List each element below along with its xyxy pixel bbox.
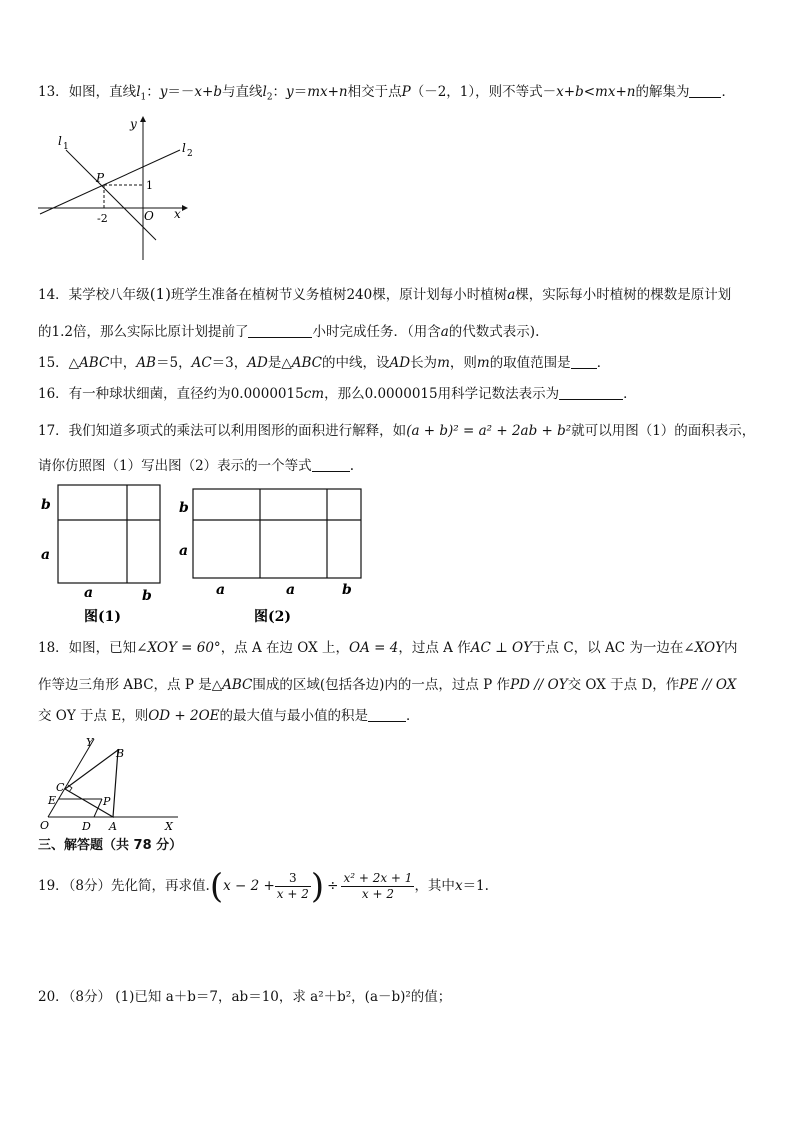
q13-text4: 的解集为 — [635, 84, 690, 100]
fig18-label-o: O — [40, 819, 50, 832]
q18-angle: ∠XOY = 60° — [136, 640, 221, 656]
q19-lead: 19．（8分）先化简，再求值. — [38, 878, 210, 894]
section-heading-3: 三、解答题（共 78 分） — [38, 838, 183, 853]
fig13-label-p: P — [96, 171, 105, 185]
fig17-2-label-b-bottom: b — [342, 582, 352, 598]
q16-text3: 用科学记数法表示为 — [437, 386, 560, 402]
q15-ac: AC — [191, 355, 212, 371]
q15-text2: 中， — [109, 355, 137, 371]
q18-text1: 18．如图，已知 — [38, 640, 137, 656]
fig18-segment-pd — [94, 799, 102, 817]
fig18-label-x: X — [165, 820, 173, 833]
q15-answer-blank[interactable] — [571, 354, 597, 369]
q19-frac2-num: x² + 2x + 1 — [343, 871, 413, 885]
q15-text9: 的取值范围是 — [489, 355, 571, 371]
q17-text1: 17．我们知道多项式的乘法可以利用图形的面积进行解释，如 — [38, 423, 407, 439]
question-18-line3 — [38, 706, 758, 726]
fig13-line-l2 — [40, 150, 180, 214]
q17-text3: 请你仿照图（1）写出图（2）表示的一个等式 — [38, 458, 312, 474]
q18-expression: OD + 2OE — [148, 708, 220, 724]
q18-text9: 交 OY 于点 E，则 — [38, 708, 149, 724]
q14-var-a: a — [507, 287, 516, 303]
q15-abc2: ABC — [291, 355, 322, 371]
q13-text2: 与直线 — [221, 84, 263, 100]
q14-text4: 棵，实际每小时植树的棵数是原计划 — [515, 287, 732, 303]
fig13-label-l2: l — [182, 141, 186, 155]
q18-pd: PD // OY — [510, 677, 568, 693]
fig17-1-outer — [58, 485, 160, 583]
q13-text3: 相交于点 — [347, 84, 402, 100]
q14-text8: 的代数式表示). — [448, 324, 540, 340]
fig17-1-label-b-bottom: b — [142, 588, 152, 604]
q13-eq1-x: x — [194, 84, 203, 100]
q13-eq2-y: y — [286, 84, 294, 100]
fig18-label-y: Y — [86, 736, 94, 749]
question-19 — [38, 866, 758, 906]
question-16 — [38, 384, 758, 404]
figure-13-graph — [36, 112, 196, 262]
q15-text4: ＝3， — [211, 355, 248, 371]
fig17-1-label-a-left: a — [41, 547, 51, 563]
question-14-line2 — [38, 322, 758, 342]
q13-l1-sub: 1 — [140, 92, 147, 103]
q19-x-minus-2: x − 2 + — [223, 878, 275, 894]
fig18-label-d: D — [82, 820, 91, 833]
q16-number1: 0.0000015 — [230, 386, 304, 402]
fig17-caption-2: 图(2) — [254, 609, 291, 625]
fig17-2-label-a-bottom1: a — [216, 582, 226, 598]
fig13-y-arrow — [140, 116, 146, 122]
fig13-label-l1: l — [58, 134, 62, 148]
q14-class: (1) — [149, 285, 171, 303]
fig13-label-l2-sub: 2 — [187, 149, 193, 159]
q17-answer-blank[interactable] — [312, 457, 350, 472]
q13-eq2-eq: ＝ — [293, 84, 308, 100]
q15-text5: 是△ — [267, 355, 292, 371]
q13-eq1-y: y — [159, 84, 168, 100]
fig18-label-a: A — [109, 820, 117, 833]
q18-text7: 围成的区域(包括各边)内的一点，过点 P 作 — [252, 677, 511, 693]
q13-text: 如图，直线 — [68, 84, 137, 100]
q15-ab: AB — [136, 355, 156, 371]
q16-end: ． — [623, 386, 637, 402]
q15-ad2: AD — [389, 355, 411, 371]
q13-l2-sub: 2 — [266, 92, 273, 103]
fig13-label-l1-sub: 1 — [63, 142, 69, 152]
q14-1-2: 1.2 — [51, 324, 73, 340]
q15-end: ． — [596, 355, 611, 371]
q18-text10: 的最大值与最小值的积是 — [219, 708, 369, 724]
q14-text7: 小时完成任务．（用含 — [312, 324, 441, 340]
q18-text6: 作等边三角形 ABC，点 P 是 — [38, 677, 212, 693]
q19-tail: ，其中 — [414, 878, 455, 894]
question-18-line2 — [38, 675, 758, 695]
q15-m: m — [437, 355, 450, 371]
fig18-label-b: B — [116, 747, 125, 760]
q13-ineq-lt: < — [583, 84, 596, 100]
fig17-2-label-b-left: b — [179, 500, 189, 516]
fig13-label-one: 1 — [146, 179, 153, 192]
q15-ad: AD — [247, 355, 268, 371]
q18-text3: ，过点 A 作 — [398, 640, 471, 656]
fig18-label-p: P — [103, 795, 111, 808]
fig17-1-label-b-left: b — [41, 497, 51, 513]
fig13-label-neg2: -2 — [97, 212, 108, 225]
figure-17-area-models — [36, 482, 376, 627]
q14-text5: 的 — [38, 324, 52, 340]
q15-text6: 的中线，设 — [321, 355, 390, 371]
q19-divide: ÷ — [327, 878, 339, 894]
q19-var-x: x — [454, 878, 463, 894]
q14-240: 240 — [346, 287, 373, 303]
q15-text3: ＝5， — [155, 355, 192, 371]
q17-text2: 就可以用图（1）的面积表示， — [571, 423, 756, 439]
q15-text8: ，则 — [449, 355, 477, 371]
q17-formula: (a + b)² = a² + 2ab + b² — [406, 423, 572, 439]
q19-right-paren: ) — [310, 866, 325, 907]
q17-end: . — [349, 458, 354, 474]
q13-eq2-rhs: mx+n — [307, 84, 348, 100]
q18-perp: AC ⊥ OY — [470, 640, 533, 656]
q16-answer-blank[interactable] — [559, 385, 623, 400]
fig13-x-arrow — [182, 205, 188, 211]
q13-number: 13． — [38, 84, 69, 100]
q13-ineq-right: mx+n — [595, 84, 636, 100]
q13-point-coords: （－2，1），则不等式－ — [410, 84, 557, 100]
q18-text4: 于点 C，以 AC 为一边在 — [532, 640, 684, 656]
q13-colon1: ： — [146, 84, 160, 100]
q15-m2: m — [476, 355, 490, 371]
q18-answer-blank[interactable] — [368, 707, 406, 722]
q15-text7: 长为 — [410, 355, 438, 371]
question-15 — [38, 353, 758, 373]
q16-text2: ，那么 — [324, 386, 365, 402]
q13-l2: l — [262, 84, 267, 100]
q14-text3: 棵，原计划每小时植树 — [372, 287, 508, 303]
fig17-2-outer — [193, 489, 361, 578]
q18-text8: 交 OX 于点 D，作 — [567, 677, 680, 693]
q19-fraction1 — [275, 871, 311, 902]
q18-text2: ，点 A 在边 OX 上， — [220, 640, 350, 656]
question-14-line1 — [38, 284, 758, 305]
fig18-label-c: C — [56, 781, 65, 794]
fig17-1-label-a-bottom: a — [84, 585, 94, 601]
q19-frac1-num: 3 — [275, 871, 311, 887]
fig18-label-e: E — [48, 794, 57, 807]
q16-number2: 0.0000015 — [364, 386, 438, 402]
q18-text5: 内 — [724, 640, 738, 656]
q13-ineq-left: x+b — [556, 84, 584, 100]
question-17-line2 — [38, 456, 758, 476]
q14-text6: 倍，那么实际比原计划提前了 — [72, 324, 249, 340]
fig17-caption-1: 图(1) — [84, 609, 121, 625]
q13-eq1-eq: ＝－ — [167, 84, 195, 100]
fig17-2-label-a-left: a — [179, 543, 189, 559]
q13-eq1-b: b — [213, 84, 222, 100]
q18-triangle: △ABC — [211, 677, 253, 693]
q15-text1: 15．△ — [38, 355, 80, 371]
q18-end: ． — [406, 708, 420, 724]
fig13-label-x: x — [174, 207, 181, 221]
q19-left-paren: ( — [209, 866, 224, 907]
q18-angle2: ∠XOY — [683, 640, 725, 656]
q14-text2: 班学生准备在植树节义务植树 — [170, 287, 347, 303]
q13-eq1-plus: + — [202, 84, 214, 100]
question-13 — [38, 82, 758, 108]
q14-answer-blank[interactable] — [248, 323, 312, 338]
q14-var-a2: a — [440, 324, 449, 340]
question-18-line1 — [38, 638, 758, 658]
fig13-label-origin: O — [144, 209, 154, 223]
question-20: 20．（8分） (1)已知 a＋b＝7，ab＝10，求 a²＋b²，(a－b)²的值； — [38, 989, 452, 1005]
q18-oa: OA = 4 — [349, 640, 399, 656]
q19-frac1-den: x + 2 — [276, 887, 309, 901]
q13-end: ． — [721, 84, 735, 100]
fig13-label-y: y — [130, 117, 137, 131]
figure-18-geometry — [36, 733, 186, 833]
q18-pe: PE // OX — [679, 677, 737, 693]
fig17-2-label-a-bottom2: a — [286, 582, 296, 598]
q14-text1: 14．某学校八年级 — [38, 287, 150, 303]
q13-answer-blank[interactable] — [689, 83, 721, 98]
q13-point-p: P — [401, 84, 411, 100]
q13-l1: l — [136, 84, 141, 100]
q19-frac2-den: x + 2 — [361, 887, 394, 901]
q15-abc: ABC — [79, 355, 110, 371]
q16-text1: 16．有一种球状细菌，直径约为 — [38, 386, 231, 402]
q19-tail2: ＝1. — [462, 878, 489, 894]
q16-unit: cm — [303, 386, 325, 402]
question-17-line1 — [38, 421, 758, 441]
q19-fraction2 — [341, 871, 414, 902]
q13-colon2: ： — [272, 84, 287, 100]
